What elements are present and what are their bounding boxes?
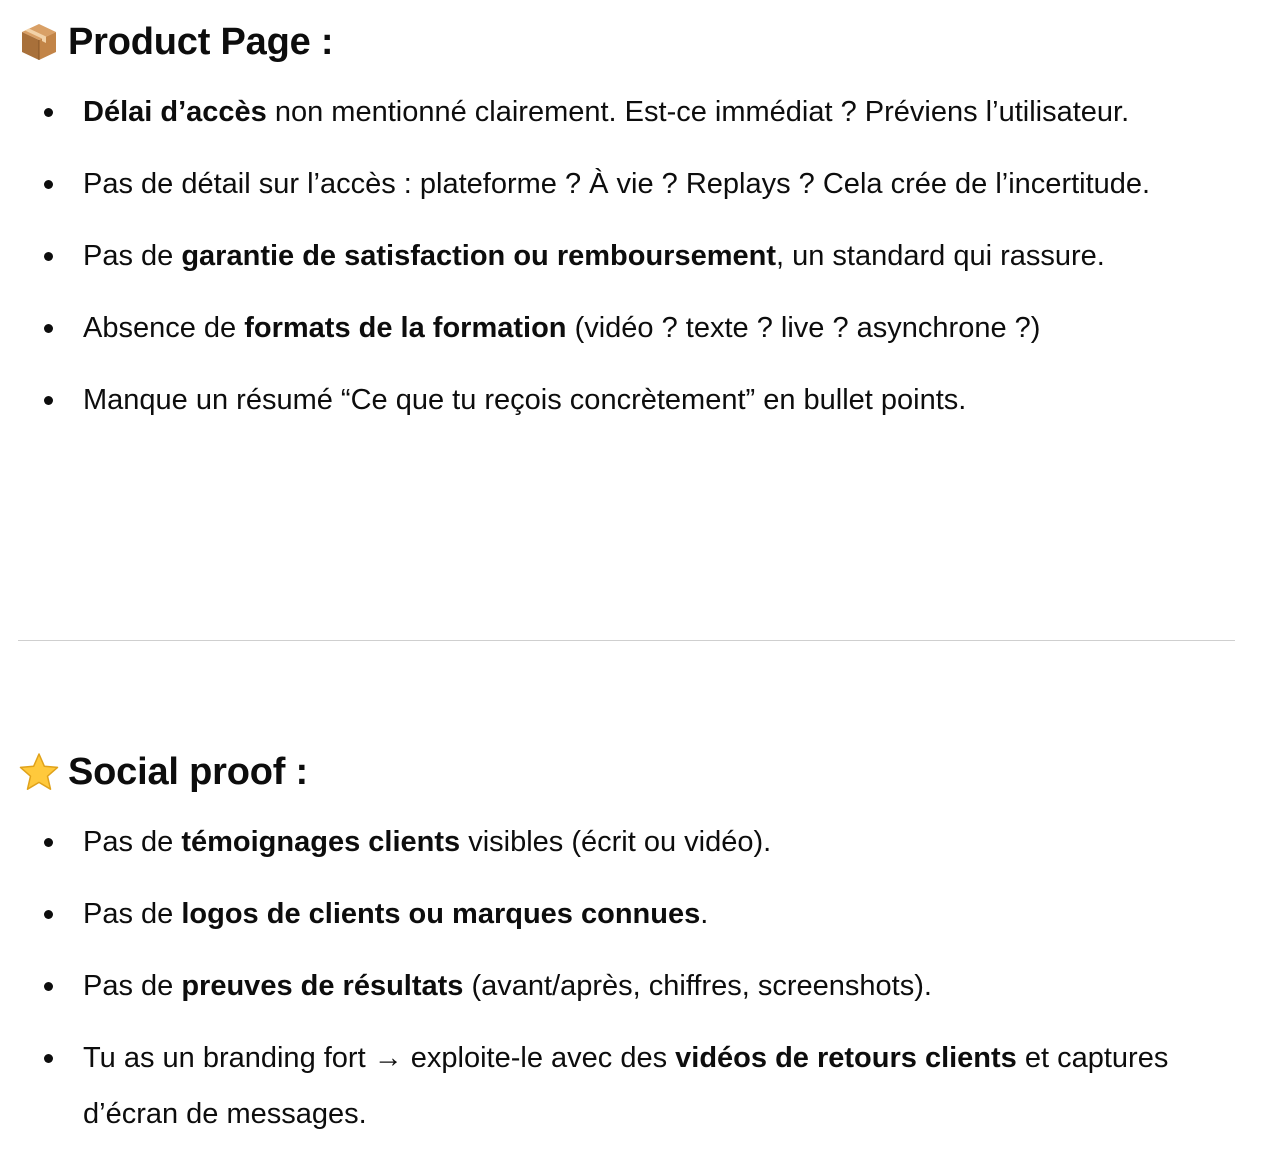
product-page-heading-text: Product Page : [68, 20, 334, 63]
bullet-dot [44, 1054, 53, 1063]
bold-text: logos de clients ou marques connues [181, 898, 701, 930]
item-text: . [700, 898, 709, 930]
list-item [18, 958, 1223, 1014]
bullet-dot [44, 910, 53, 919]
list-item [18, 886, 1223, 942]
list-item [18, 228, 1223, 284]
product-page-section [18, 0, 1238, 428]
package-icon [18, 21, 60, 63]
product-page-list [18, 84, 1238, 428]
list-item [18, 156, 1223, 212]
section-divider [18, 640, 1235, 641]
item-text: Pas de détail sur l’accès : plateforme ? À vie ? Replays ? Cela crée de l’incertitude. [83, 168, 1151, 200]
item-text: Pas de [83, 240, 182, 272]
item-text: Manque un résumé “Ce que tu reçois concrètement” en bullet points. [83, 384, 967, 416]
bold-text: Délai d’accès [83, 96, 267, 128]
bold-text: formats de la formation [244, 312, 567, 344]
star-icon [18, 751, 60, 793]
list-item [18, 84, 1223, 140]
bullet-dot [44, 982, 53, 991]
item-text: Pas de [83, 898, 182, 930]
product-page-heading [18, 0, 1238, 84]
bold-text: vidéos de retours clients [675, 1042, 1017, 1074]
item-text: Pas de [83, 970, 182, 1002]
item-text: Tu as un branding fort → exploite-le avec des [83, 1042, 676, 1074]
item-text: (vidéo ? texte ? live ? asynchrone ?) [566, 312, 1041, 344]
item-text: visibles (écrit ou vidéo). [460, 826, 772, 858]
list-item [18, 372, 1223, 428]
item-text: et captures d’écran de messages. [83, 1042, 1169, 1130]
item-text: Pas de [83, 826, 182, 858]
list-item [18, 814, 1223, 870]
bullet-dot [44, 396, 53, 405]
social-proof-section [18, 730, 1238, 1142]
bold-text: garantie de satisfaction ou remboursement [181, 240, 776, 272]
bold-text: preuves de résultats [181, 970, 464, 1002]
bold-text: témoignages clients [181, 826, 461, 858]
bullet-dot [44, 838, 53, 847]
bullet-dot [44, 108, 53, 117]
list-item [18, 1030, 1223, 1142]
item-text: (avant/après, chiffres, screenshots). [463, 970, 932, 1002]
list-item [18, 300, 1223, 356]
social-proof-heading-text: Social proof : [68, 750, 308, 793]
bullet-dot [44, 180, 53, 189]
social-proof-heading [18, 730, 1238, 814]
bullet-dot [44, 252, 53, 261]
item-text: non mentionné clairement. Est-ce immédiat ? Préviens l’utilisateur. [266, 96, 1130, 128]
bullet-dot [44, 324, 53, 333]
item-text: Absence de [83, 312, 245, 344]
social-proof-list [18, 814, 1238, 1142]
item-text: , un standard qui rassure. [776, 240, 1105, 272]
